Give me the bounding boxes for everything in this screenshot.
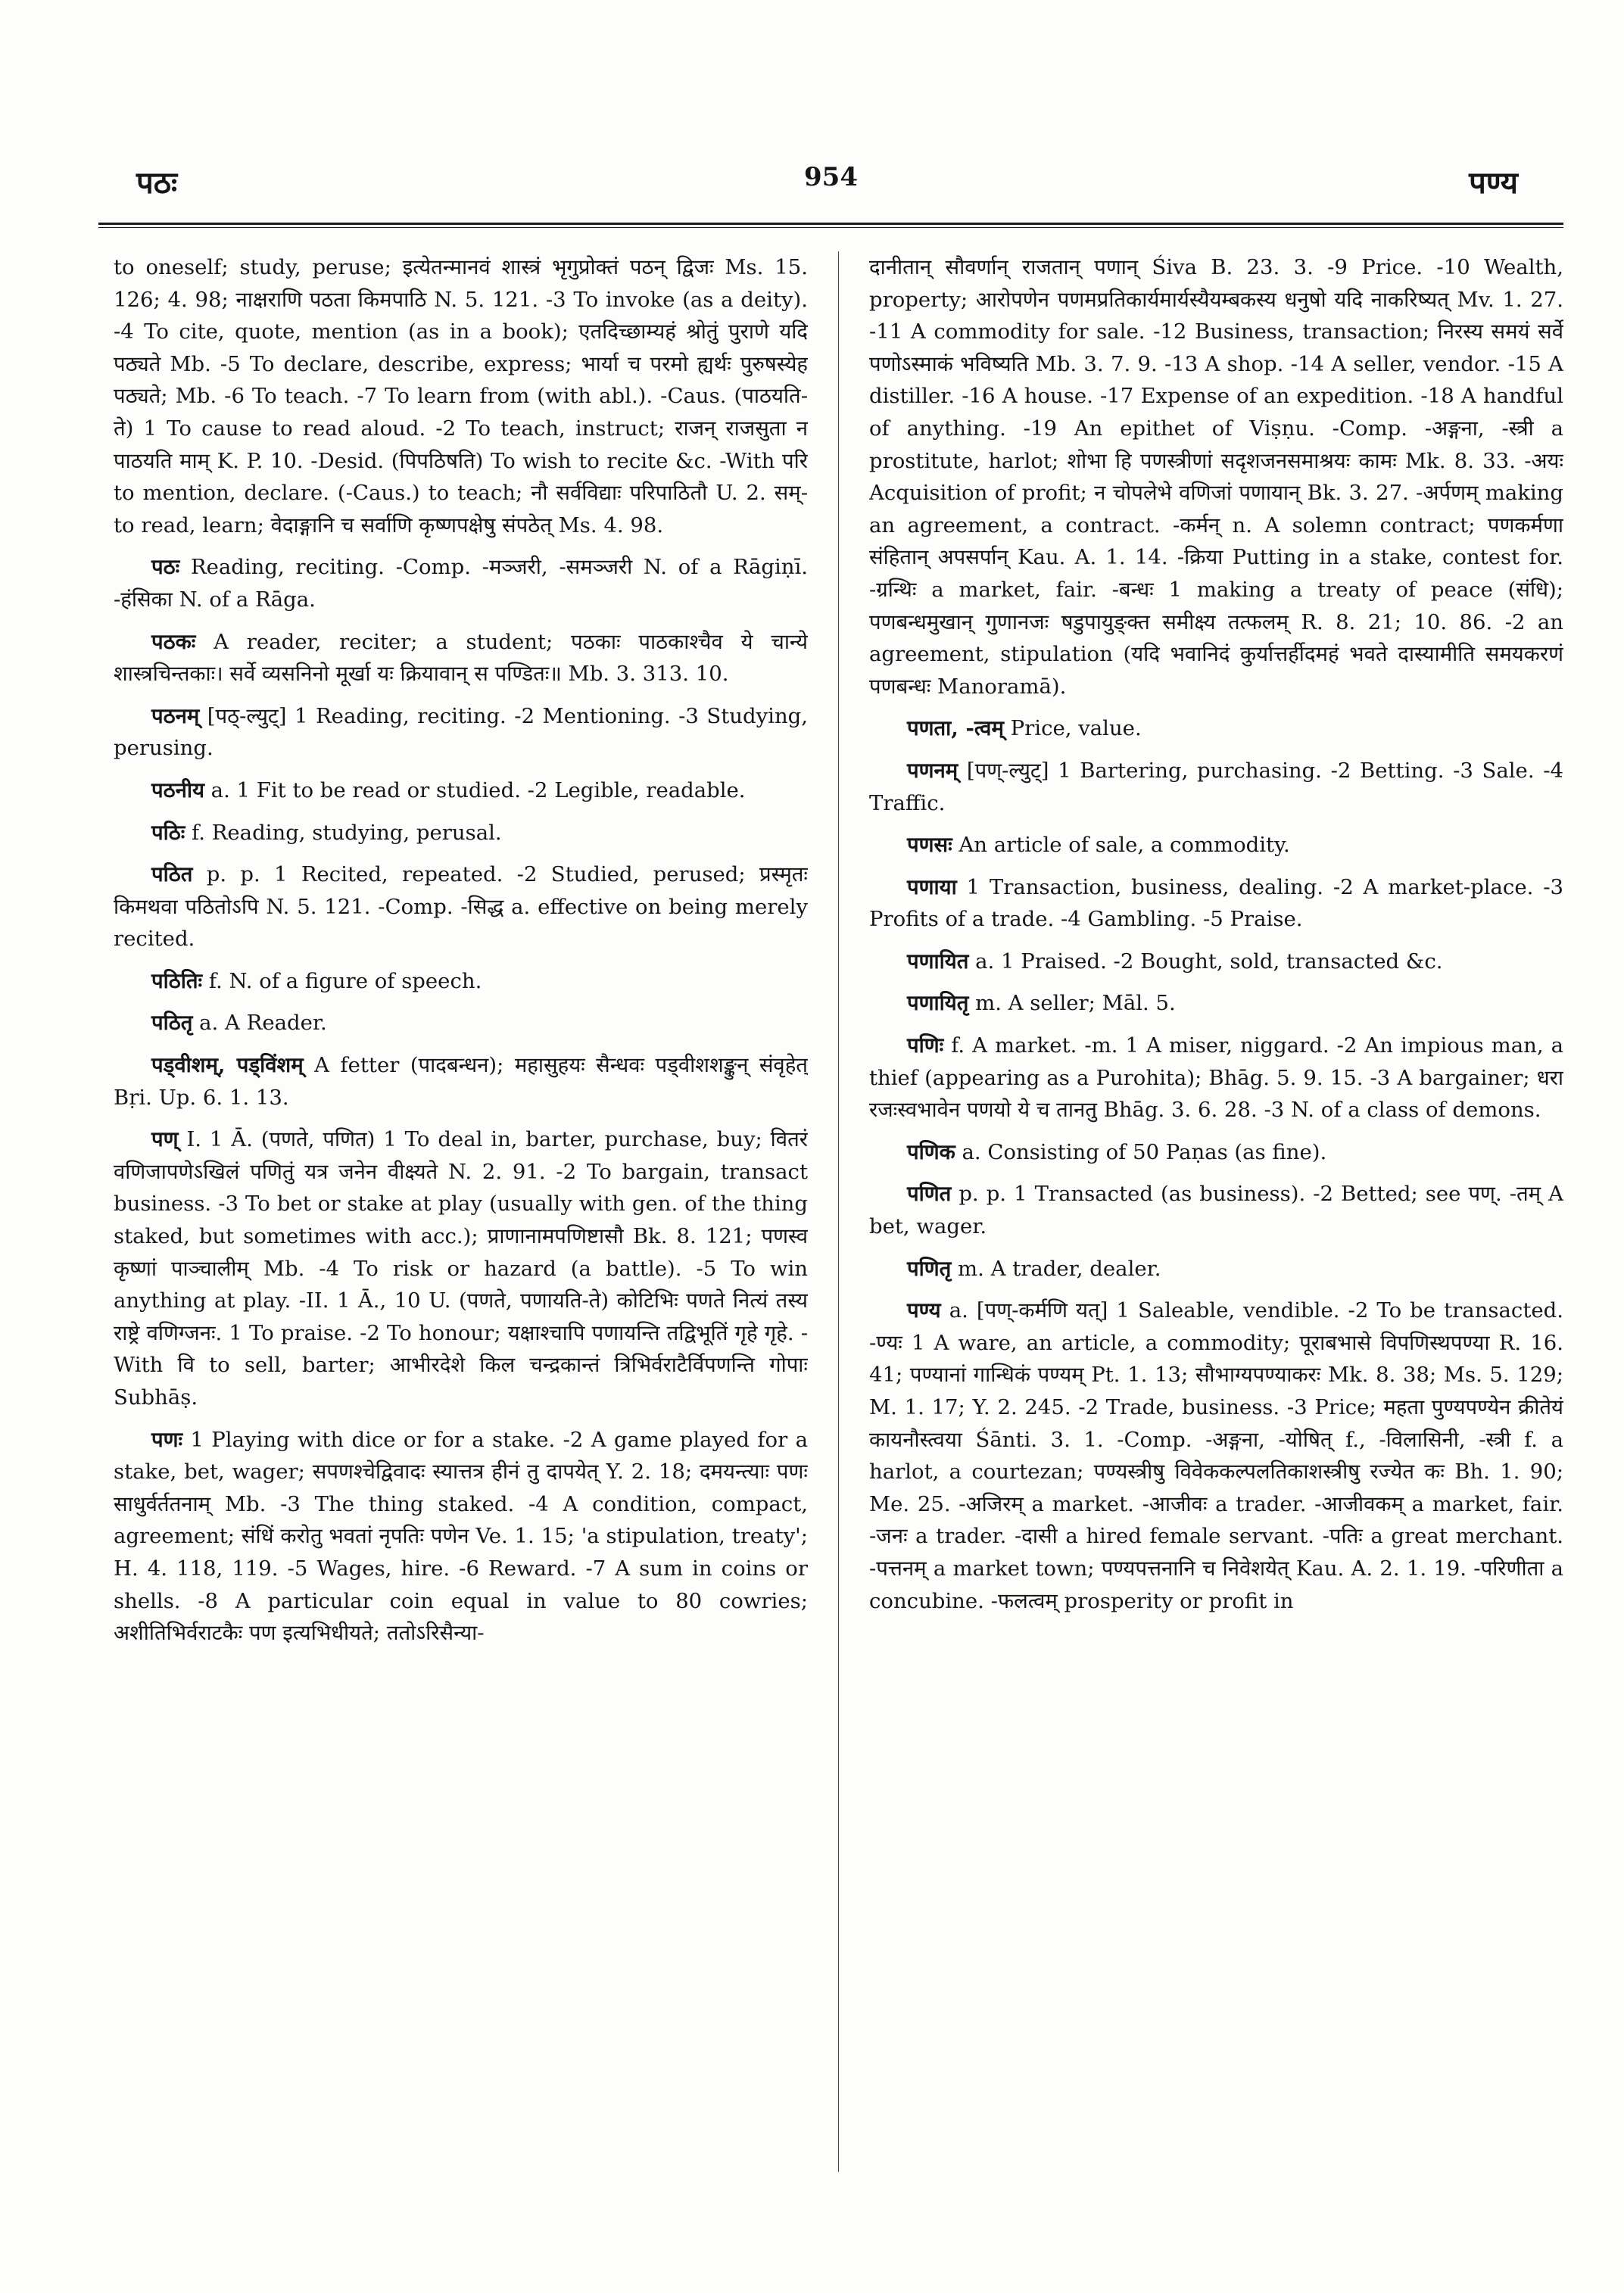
entry-headword: पठित: [151, 862, 193, 887]
dictionary-entry: [114, 1424, 808, 1650]
entry-definition: p. p. 1 Recited, repeated. -2 Studied, perused; प्रस्मृतः किमथवा पठितोऽपि N. 5. 121. -Comp. -सिद्ध a. effective on being merely recited.: [114, 862, 808, 952]
dictionary-entry: [114, 626, 808, 690]
entry-headword: पण्: [151, 1127, 179, 1152]
dictionary-entry: [114, 858, 808, 955]
entry-headword: पठनम्: [151, 703, 200, 728]
entry-definition: An article of sale, a commodity.: [952, 833, 1290, 858]
entry-definition: f. N. of a figure of speech.: [202, 968, 482, 993]
dictionary-entry: [869, 987, 1563, 1020]
entry-headword: पणः: [151, 1427, 183, 1452]
entry-headword: पणिः: [907, 1033, 944, 1058]
entry-definition: A reader, reciter; a student; पठकाः पाठकाश्चैव ये चान्ये शास्त्रचिन्तकाः। सर्वे व्यसनिनो मूर्खा यः क्रियावान् स पण्डितः॥ Mb. 3. 313. 10.: [114, 629, 808, 687]
entry-definition: f. Reading, studying, perusal.: [185, 820, 502, 845]
entry-headword: पठनीय: [151, 777, 204, 802]
entry-definition: a. Consisting of 50 Paṇas (as fine).: [955, 1139, 1327, 1164]
dictionary-entry: [114, 700, 808, 765]
entry-definition: a. 1 Praised. -2 Bought, sold, transacted &c.: [968, 949, 1443, 974]
entry-headword: पणसः: [907, 833, 952, 858]
dictionary-entry: [114, 551, 808, 615]
guide-word-left: पठः: [136, 165, 178, 201]
dictionary-entry: [114, 1049, 808, 1114]
entry-headword: पठः: [151, 555, 180, 580]
entry-headword: पणनम्: [907, 758, 959, 783]
right-column: [869, 251, 1563, 2172]
dictionary-columns: [114, 251, 1563, 2172]
entry-definition: A fetter (पादबन्धन); महासुहयः सैन्धवः पड्वीशशङ्कुन् संवृहेत् Bṛi. Up. 6. 1. 13.: [114, 1053, 808, 1110]
dictionary-entry: [114, 1007, 808, 1039]
dictionary-entry: [114, 1123, 808, 1413]
entry-definition: m. A trader, dealer.: [951, 1256, 1161, 1281]
entry-headword: पठिः: [151, 820, 185, 845]
page-number: 954: [804, 162, 858, 192]
entry-headword: पठितिः: [151, 968, 203, 993]
running-head: [129, 151, 1533, 220]
dictionary-entry: [869, 829, 1563, 861]
column-divider: [838, 251, 839, 2172]
entry-definition: a. 1 Fit to be read or studied. -2 Legible, readable.: [204, 777, 746, 802]
dictionary-entry: [114, 774, 808, 807]
entry-headword: पण्य: [907, 1298, 941, 1323]
dictionary-entry: [869, 871, 1563, 936]
entry-definition: [पण्-ल्युट्] 1 Bartering, purchasing. -2 Betting. -3 Sale. -4 Traffic.: [869, 758, 1563, 815]
entry-definition: I. 1 Ā. (पणते, पणित) 1 To deal in, barter, purchase, buy; वितरं वणिजापणेऽखिलं पणितुं यत्र जनेन वीक्ष्यते N. 2. 91. -2 To bargain, transact business. -3 To bet or stake at play (usually with gen. of the thing staked, but sometimes with acc.); प्राणानामपणिष्टासौ Bk. 8. 121; पणस्व कृष्णां पाञ्चालीम् Mb. -4 To risk or hazard (a battle). -5 To win anything at play. -II. 1 Ā., 10 U. (पणते, पणायति-ते) कोटिभिः पणते नित्यं तस्य राष्ट्रे वणिग्जनः. 1 To praise. -2 To honour; यक्षाश्चापि पणायन्ति तद्विभूतिं गृहे गृहे. -With वि to sell, barter; आभीरदेशे किल चन्द्रकान्तं त्रिभिर्वराटैर्विपणन्ति गोपाः Subhāṣ.: [114, 1127, 808, 1410]
dictionary-entry: [114, 817, 808, 849]
entry-headword: पणता, -त्वम्: [907, 716, 1004, 741]
guide-word-right: पण्य: [1469, 165, 1518, 201]
dictionary-entry: [869, 1136, 1563, 1169]
entry-definition: to oneself; study, peruse; इत्येतन्मानवं शास्त्रं भृगुप्रोक्तं पठन् द्विजः Ms. 15. 126; 4. 98; नाक्षराणि पठता किमपाठि N. 5. 121. -3 To invoke (as a deity). -4 To cite, quote, mention (as in a book); एतदिच्छाम्यहं श्रोतुं पुराणे यदि पठ्यते Mb. -5 To declare, describe, express; भार्या च परमो ह्यर्थः पुरुषस्येह पठ्यते; Mb. -6 To teach. -7 To learn from (with abl.). -Caus. (पाठयति-ते) 1 To cause to read aloud. -2 To teach, instruct; राजन् राजसुता न पाठयति माम् K. P. 10. -Desid. (पिपठिषति) To wish to recite &c. -With परि to mention, declare. (-Caus.) to teach; नौ सर्वविद्याः परिपाठितौ U. 2. सम्- to read, learn; वेदाङ्गानि च सर्वाणि कृष्णपक्षेषु संपठेत् Ms. 4. 98.: [114, 255, 808, 537]
entry-headword: पणिक: [907, 1139, 955, 1164]
dictionary-entry: [869, 712, 1563, 745]
entry-definition: Price, value.: [1003, 716, 1142, 741]
dictionary-entry: [869, 1030, 1563, 1126]
entry-definition: [पठ्-ल्युट्] 1 Reading, reciting. -2 Mentioning. -3 Studying, perusing.: [114, 703, 808, 761]
entry-definition: Reading, reciting. -Comp. -मञ्जरी, -समञ्जरी N. of a Rāgiṇī. -हंसिका N. of a Rāga.: [114, 555, 808, 612]
entry-headword: पड्वीशम्, पड्विंशम्: [151, 1053, 304, 1078]
entry-definition: 1 Transaction, business, dealing. -2 A market-place. -3 Profits of a trade. -4 Gambling. -5 Praise.: [869, 874, 1563, 932]
entry-headword: पणाया: [907, 874, 957, 899]
entry-definition: p. p. 1 Transacted (as business). -2 Betted; see पण्. -तम् A bet, wager.: [869, 1182, 1563, 1239]
entry-headword: पणितृ: [907, 1256, 952, 1281]
entry-definition: a. [पण्-कर्मणि यत्] 1 Saleable, vendible. -2 To be transacted. -ण्यः 1 A ware, an article, a commodity; पूराबभासे विपणिस्थपण्या R. 16. 41; पण्यानां गान्धिकं पण्यम् Pt. 1. 13; सौभाग्यपण्याकरः Mk. 8. 38; Ms. 5. 129; M. 1. 17; Y. 2. 245. -2 Trade, business. -3 Price; महता पुण्यपण्येन क्रीतेयं कायनौस्त्वया Śānti. 3. 1. -Comp. -अङ्गना, -योषित् f., -विलासिनी, -स्त्री f. a harlot, a courtezan; पण्यस्त्रीषु विवेककल्पलतिकाशस्त्रीषु रज्येत कः Bh. 1. 90; Me. 25. -अजिरम् a market. -आजीवः a trader. -आजीवकम् a market, fair. -जनः a trader. -दासी a hired female servant. -पतिः a great merchant. -पत्तनम् a market town; पण्यपत्तनानि च निवेशयेत् Kau. A. 2. 1. 19. -परिणीता a concubine. -फलत्वम् prosperity or profit in: [869, 1298, 1563, 1613]
entry-headword: पणित: [907, 1182, 952, 1207]
left-column: [114, 251, 808, 2172]
entry-headword: पठितृ: [151, 1011, 193, 1036]
entry-definition: m. A seller; Māl. 5.: [968, 991, 1176, 1016]
header-rule: [98, 223, 1563, 225]
header-rule-thin: [98, 227, 1563, 228]
entry-definition: f. A market. -m. 1 A miser, niggard. -2 An impious man, a thief (appearing as a Purohita); Bhāg. 5. 9. 15. -3 A bargainer; धरा रजःस्वभावेन पणयो ये च तानतु Bhāg. 3. 6. 28. -3 N. of a class of demons.: [869, 1033, 1563, 1123]
dictionary-entry: [869, 1253, 1563, 1285]
dictionary-entry: [114, 251, 808, 541]
entry-headword: पणायित: [907, 949, 969, 974]
entry-definition: दानीतान् सौवर्णान् राजतान् पणान् Śiva B. 23. 3. -9 Price. -10 Wealth, property; आरोपणेन पणमप्रतिकार्यमार्यस्यैयम्बकस्य धनुषो यदि नाकरिष्यत् Mv. 1. 27. -11 A commodity for sale. -12 Business, transaction; निरस्य समयं सर्वे पणोऽस्माकं भविष्यति Mb. 3. 7. 9. -13 A shop. -14 A seller, vendor. -15 A distiller. -16 A house. -17 Expense of an expedition. -18 A handful of anything. -19 An epithet of Viṣṇu. -Comp. -अङ्गना, -स्त्री a prostitute, harlot; शोभा हि पणस्त्रीणां सदृशजनसमाश्रयः कामः Mk. 8. 33. -अयः Acquisition of profit; न चोपलेभे वणिजां पणायान् Bk. 3. 27. -अर्पणम् making an agreement, a contract. -कर्मन् n. A solemn contract; पणकर्मणा संहितान् अपसर्पान् Kau. A. 1. 14. -क्रिया Putting in a stake, contest for. -ग्रन्थिः a market, fair. -बन्धः 1 making a treaty of peace (संधि); पणबन्धमुखान् गुणानजः षडुपायुङ्क्त समीक्ष्य तत्फलम् R. 8. 21; 10. 86. -2 an agreement, stipulation (यदि भवानिदं कुर्यात्तर्हीदमहं भवते दास्यामीति समयकरणं पणबन्धः Manoramā).: [869, 255, 1563, 699]
dictionary-entry: [869, 755, 1563, 819]
entry-definition: 1 Playing with dice or for a stake. -2 A game played for a stake, bet, wager; सपणश्चेद्विवादः स्यात्तत्र हीनं तु दापयेत् Y. 2. 18; दमयन्त्याः पणः साधुर्वर्ततनाम् Mb. -3 The thing staked. -4 A condition, compact, agreement; संधिं करोतु भवतां नृपतिः पणेन Ve. 1. 15; 'a stipulation, treaty'; H. 4. 118, 119. -5 Wages, hire. -6 Reward. -7 A sum in coins or shells. -8 A particular coin equal in value to 80 cowries; अशीतिभिर्वराटकैः पण इत्यभिधीयते; ततोऽरिसैन्या-: [114, 1427, 808, 1646]
dictionary-entry: [869, 1178, 1563, 1242]
dictionary-entry: [114, 965, 808, 998]
entry-headword: पणायितृ: [907, 991, 969, 1016]
dictionary-entry: [869, 251, 1563, 703]
entry-definition: a. A Reader.: [192, 1011, 327, 1036]
dictionary-entry: [869, 1294, 1563, 1617]
dictionary-entry: [869, 946, 1563, 978]
entry-headword: पठकः: [151, 629, 196, 654]
